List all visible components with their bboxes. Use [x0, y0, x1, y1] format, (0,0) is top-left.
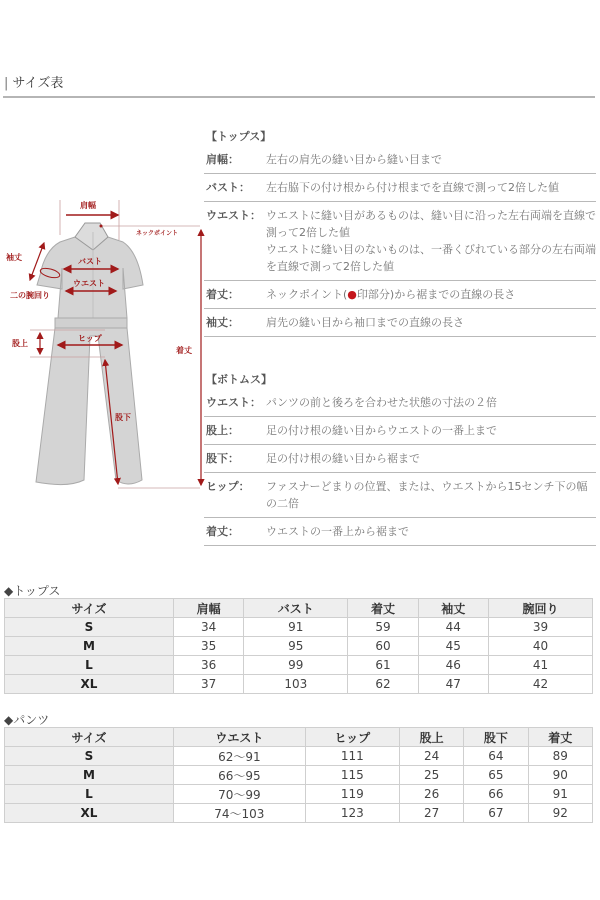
column-header: 腕回り: [488, 599, 592, 618]
spec-term: 袖丈：: [206, 316, 239, 329]
column-header: 股上: [399, 728, 463, 747]
column-header: 着丈: [348, 599, 418, 618]
spec-desc: ファスナーどまりの位置、または、ウエストから15センチ下の幅の二倍: [266, 480, 588, 510]
table-cell: 62〜91: [174, 747, 306, 766]
table-row: [5, 618, 593, 637]
label-inseam: 股下: [115, 413, 131, 422]
header-divider: [3, 96, 595, 98]
size-cell: M: [5, 637, 174, 656]
spec-desc: ウエストの一番上から裾まで: [266, 525, 409, 538]
bottoms-spec-title: 【ボトムス】: [206, 373, 272, 386]
label-rise: 股上: [12, 339, 28, 348]
table-cell: 111: [305, 747, 399, 766]
spec-row-length: [204, 281, 596, 309]
label-bust: バスト: [78, 257, 102, 266]
table-row: [5, 675, 593, 694]
spec-term: ウエスト：: [206, 396, 261, 409]
table-cell: 27: [399, 804, 463, 823]
label-neck-point: ネックポイント: [136, 230, 179, 237]
spec-row-inseam: [204, 445, 596, 473]
table-cell: 35: [174, 637, 244, 656]
size-cell: XL: [5, 804, 174, 823]
size-cell: S: [5, 618, 174, 637]
column-header: ヒップ: [305, 728, 399, 747]
spec-row-shoulder: [204, 146, 596, 174]
table-cell: 24: [399, 747, 463, 766]
table-cell: 41: [488, 656, 592, 675]
header-bar: |: [4, 76, 9, 91]
table-row: [5, 637, 593, 656]
table-cell: 123: [305, 804, 399, 823]
spec-desc: ネックポイント(●印部分)から裾までの直線の長さ: [266, 288, 516, 301]
spec-row-pants-length: [204, 518, 596, 546]
table-row: [5, 656, 593, 675]
spec-desc: 足の付け根の縫い目から裾まで: [266, 452, 420, 465]
size-cell: M: [5, 766, 174, 785]
column-header: 袖丈: [418, 599, 488, 618]
label-sleeve: 袖丈: [6, 253, 22, 262]
spec-row-rise: [204, 417, 596, 445]
size-cell: L: [5, 785, 174, 804]
column-header: サイズ: [5, 728, 174, 747]
table-cell: 91: [244, 618, 348, 637]
table-cell: 37: [174, 675, 244, 694]
spec-row-pants-waist: [204, 389, 596, 417]
table-cell: 66: [464, 785, 528, 804]
table-cell: 36: [174, 656, 244, 675]
spec-term: 股下：: [206, 452, 239, 465]
table-cell: 40: [488, 637, 592, 656]
spec-desc: 肩先の縫い目から袖口までの直線の長さ: [266, 316, 464, 329]
table-cell: 103: [244, 675, 348, 694]
table-cell: 67: [464, 804, 528, 823]
spec-desc: パンツの前と後ろを合わせた状態の寸法の２倍: [266, 396, 497, 409]
table-cell: 90: [528, 766, 592, 785]
table-cell: 99: [244, 656, 348, 675]
table-cell: 119: [305, 785, 399, 804]
table-cell: 66〜95: [174, 766, 306, 785]
label-shoulder: 肩幅: [80, 201, 96, 210]
table-row: [5, 785, 593, 804]
spec-term: 股上：: [206, 424, 239, 437]
spec-term: 着丈：: [206, 288, 239, 301]
tops-spec-title: 【トップス】: [206, 130, 272, 143]
table-cell: 70〜99: [174, 785, 306, 804]
column-header: サイズ: [5, 599, 174, 618]
table-cell: 59: [348, 618, 418, 637]
page-title: サイズ表: [12, 76, 64, 91]
pants-size-table: [4, 727, 593, 823]
table-row: [5, 747, 593, 766]
table-header-row: [5, 728, 593, 747]
column-header: 着丈: [528, 728, 592, 747]
table-cell: 92: [528, 804, 592, 823]
table-row: [5, 804, 593, 823]
label-arm-circumference: 二の腕回り: [10, 291, 50, 300]
table-cell: 45: [418, 637, 488, 656]
spec-row-bust: [204, 174, 596, 202]
table-cell: 62: [348, 675, 418, 694]
size-cell: XL: [5, 675, 174, 694]
spec-term: ヒップ：: [206, 480, 250, 493]
table-cell: 25: [399, 766, 463, 785]
label-hip: ヒップ: [78, 334, 102, 343]
tops-table-caption: ◆トップス: [4, 584, 61, 598]
red-dot-icon: ●: [347, 288, 357, 301]
spec-desc: ウエストに縫い目があるものは、縫い目に沿った左右両端を直線で測って2倍した値 ウエストに縫い目のないものは、一番くびれている部分の左右両端を直線で測って2倍した値: [266, 209, 596, 273]
spec-desc: 左右の肩先の縫い目から縫い目まで: [266, 153, 442, 166]
table-cell: 89: [528, 747, 592, 766]
measurement-definitions: [204, 128, 596, 546]
table-cell: 91: [528, 785, 592, 804]
column-header: バスト: [244, 599, 348, 618]
table-header-row: [5, 599, 593, 618]
label-waist: ウエスト: [73, 279, 105, 288]
column-header: 肩幅: [174, 599, 244, 618]
table-cell: 26: [399, 785, 463, 804]
table-cell: 64: [464, 747, 528, 766]
table-cell: 42: [488, 675, 592, 694]
table-row: [5, 766, 593, 785]
table-cell: 61: [348, 656, 418, 675]
spec-row-waist: [204, 202, 596, 281]
spec-term: ウエスト：: [206, 209, 261, 222]
spec-term: 肩幅：: [206, 153, 239, 166]
table-cell: 60: [348, 637, 418, 656]
label-length: 着丈: [176, 346, 192, 355]
spec-desc: 足の付け根の縫い目からウエストの一番上まで: [266, 424, 497, 437]
table-cell: 39: [488, 618, 592, 637]
table-cell: 47: [418, 675, 488, 694]
column-header: ウエスト: [174, 728, 306, 747]
table-cell: 115: [305, 766, 399, 785]
table-cell: 44: [418, 618, 488, 637]
page-header: [4, 72, 63, 91]
spec-term: 着丈：: [206, 525, 239, 538]
tops-size-table: [4, 598, 593, 694]
pants-table-caption: ◆パンツ: [4, 713, 50, 727]
table-cell: 34: [174, 618, 244, 637]
table-cell: 95: [244, 637, 348, 656]
measurement-diagram: [0, 190, 210, 500]
spec-term: バスト：: [206, 181, 250, 194]
size-cell: L: [5, 656, 174, 675]
table-cell: 74〜103: [174, 804, 306, 823]
column-header: 股下: [464, 728, 528, 747]
size-cell: S: [5, 747, 174, 766]
spec-row-hip: [204, 473, 596, 518]
table-cell: 65: [464, 766, 528, 785]
spec-row-sleeve: [204, 309, 596, 337]
table-cell: 46: [418, 656, 488, 675]
spec-desc: 左右脇下の付け根から付け根までを直線で測って2倍した値: [266, 181, 559, 194]
